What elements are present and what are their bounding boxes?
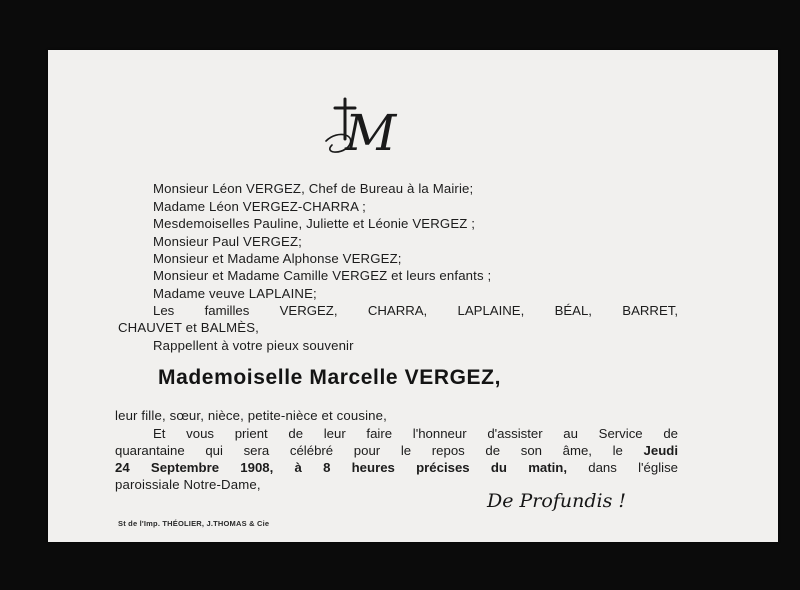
family-line-3: Mesdemoiselles Pauline, Juliette et Léonie VERGEZ ; [153, 216, 476, 231]
family-line-8: Les familles VERGEZ, CHARRA, LAPLAINE, BÉAL, BARRET, [153, 303, 678, 318]
family-line-4: Monsieur Paul VERGEZ; [153, 234, 302, 249]
family-line-5: Monsieur et Madame Alphonse VERGEZ; [153, 251, 402, 266]
family-line-9: CHAUVET et BALMÈS, [118, 320, 259, 335]
family-line-2: Madame Léon VERGEZ-CHARRA ; [153, 199, 366, 214]
closing-prayer: De Profundis ! [487, 490, 626, 512]
printer-credit: St de l'Imp. THÉOLIER, J.THOMAS & Cie [118, 519, 270, 528]
monogram-letter: M [345, 104, 397, 162]
invitation-line-1: Et vous prient de leur faire l'honneur d'assister au Service de [153, 426, 678, 441]
deceased-name: Mademoiselle Marcelle VERGEZ, [158, 366, 502, 389]
family-line-7: Madame veuve LAPLAINE; [153, 286, 317, 301]
cross-monogram-icon [318, 95, 398, 165]
invitation-line-4: paroissiale Notre-Dame, [115, 477, 261, 492]
invitation-line-2 [115, 443, 678, 458]
family-line-6: Monsieur et Madame Camille VERGEZ et leurs enfants ; [153, 268, 492, 283]
invitation-day: Jeudi [643, 443, 678, 458]
recall-line: Rappellent à votre pieux souvenir [153, 338, 354, 353]
relation-line: leur fille, sœur, nièce, petite-nièce et cousine, [115, 408, 387, 423]
family-line-1: Monsieur Léon VERGEZ, Chef de Bureau à la Mairie; [153, 181, 474, 196]
invitation-line-3 [115, 460, 678, 475]
invitation-line-3-text: dans l'église [588, 460, 678, 475]
invitation-line-2-text: quarantaine qui sera célébré pour le repos de son âme, le [115, 443, 623, 458]
invitation-date-time: 24 Septembre 1908, à 8 heures précises du matin, [115, 460, 568, 475]
